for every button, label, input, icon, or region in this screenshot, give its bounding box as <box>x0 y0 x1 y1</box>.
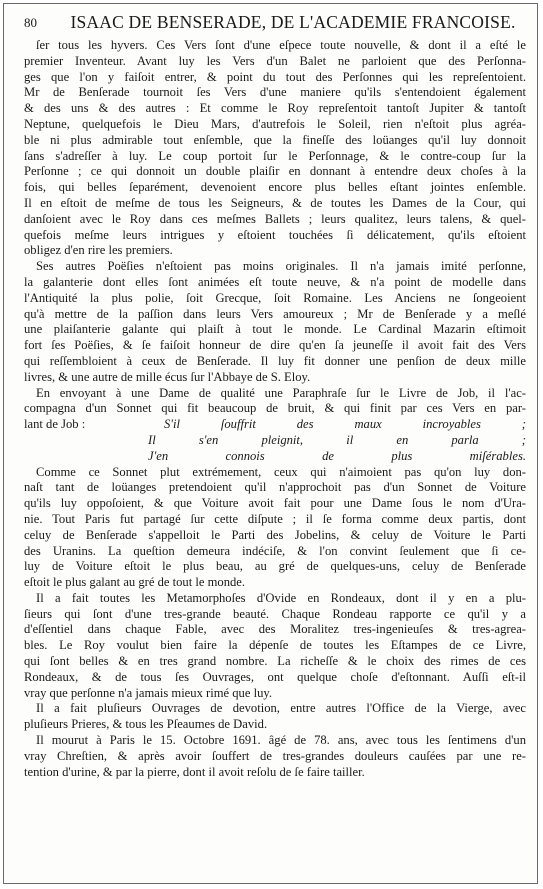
verse-line: S'il ſouffrit des maux incroyables ; <box>164 417 526 432</box>
text-line: Ses autres Poëſies n'eſtoient pas moins originales. Il n'a jamais imité perſonne, <box>36 259 526 274</box>
text-line: compagna d'un Sonnet qui fit beaucoup de bruit, & qui finit par ces Vers en par- <box>24 401 526 416</box>
verse-line: J'en connois de plus miſérables. <box>148 448 526 463</box>
text-line: qu'à mettre de la paſſion dans leurs Vers amoureux ; Mr de Benſerade y a meſlé <box>24 306 526 321</box>
text-line: d'eſſentiel dans chaque Fable, avec des Moralitez tres-ingenieuſes & tres-agrea- <box>24 622 526 637</box>
verse-block <box>24 417 526 464</box>
text-line: quefois meſme leurs intrigues y eſtoient touchées ſi délicatement, qu'ils eſtoient <box>24 227 526 242</box>
text-line: fort ſes Poëſies, & ſe faiſoit honneur de dire qu'en ſa jeuneſſe il avoit fait des Vers <box>24 338 526 353</box>
paragraph <box>24 386 526 465</box>
running-head <box>18 12 530 34</box>
text-line: vray Chreſtien, & après avoir ſouffert de tres-grandes douleurs cauſées par une re- <box>24 748 526 763</box>
text-line: naſt tant de loüanges pretendoient qu'il n'approchoit pas d'un Sonnet de Voiture <box>24 480 526 495</box>
text-line: Il a fait pluſieurs Ouvrages de devotion, entre autres l'Office de la Vierge, avec <box>36 701 526 716</box>
text-line: Neptune, quelquefois le Dieu Mars, d'autrefois le Soleil, rien n'eſtoit plus agréa- <box>24 116 526 131</box>
text-line: une plaiſanterie galante qui plaiſt à tout le monde. Le Cardinal Mazarin eſtimoit <box>24 322 526 337</box>
text-line: bles. Le Roy voulut bien faire la dépenſe de toutes les Eſtampes de ce Livre, <box>24 638 526 653</box>
text-body <box>24 38 526 780</box>
text-line: ſans s'adreſſer à luy. Le coup portoit ſur le Perſonnage, & le contre-coup ſur la <box>24 148 526 163</box>
text-line: pluſieurs Prieres, & tous les Pſeaumes de David. <box>24 717 268 732</box>
paragraph <box>24 259 526 385</box>
paragraph <box>24 38 526 259</box>
text-line: ble ni plus admirable tout enſemble, que la fineſſe des loüanges qu'il luy donnoit <box>24 132 526 147</box>
text-line: eſtoit le plus galant au gré de tout le monde. <box>24 575 246 590</box>
text-line: des Uranins. La queſtion demeura indéciſe, & l'on convint ſeulement que ſi ce- <box>24 543 526 558</box>
text-line: ges que l'on y faiſoit entrer, & point du tout des Perſonnes qui les repreſentoient. <box>24 69 526 84</box>
text-line: livres, & une autre de mille écus ſur l'Abbaye de S. Eloy. <box>24 369 311 384</box>
text-line: obligez d'en rire les premiers. <box>24 243 173 258</box>
text-line: vray que perſonne n'a jamais mieux rimé que luy. <box>24 685 273 700</box>
text-line: Comme ce Sonnet plut extrémement, ceux qui n'aimoient pas qu'on luy don- <box>36 464 526 479</box>
paragraph <box>24 701 526 733</box>
text-line: Il mourut à Paris le 15. Octobre 1691. âgé de 78. ans, avec tous les ſentimens d'un <box>36 733 526 748</box>
text-line: l'Antiquité la plus polie, ſoit Grecque, ſoit Romaine. Les Anciens ne ſongeoient <box>24 290 526 305</box>
text-line: premier Inventeur. Avant luy les Vers d'un Balet ne parloient que des Perſonna- <box>24 53 526 68</box>
text-line: Il a fait toutes les Metamorphoſes d'Ovide en Rondeaux, dont il y en a plu- <box>36 590 526 605</box>
text-line: luy de Voiture eſtoit le plus beau, au gré de quelques-uns, celuy de Benſerade <box>24 559 526 574</box>
paragraph <box>24 733 526 780</box>
verse-line: Il s'en pleignit, il en parla ; <box>148 432 526 447</box>
text-line: En envoyant à une Dame de qualité une Paraphraſe ſur le Livre de Job, il l'ac- <box>36 385 526 400</box>
running-title: ISAAC DE BENSERADE, DE L'ACADEMIE FRANCOISE. <box>70 12 516 32</box>
paragraph <box>24 591 526 702</box>
text-line: la galanterie dont elles ſont animées eſt toute neuve, & n'a point de modelle dans <box>24 274 526 289</box>
text-line: Il en eſtoit de meſme de tous les Seigneurs, & de toutes les Dames de la Cour, qui <box>24 195 526 210</box>
text-line: danſoient avec le Roy dans ces meſmes Ballets ; leurs qualitez, leurs talens, & quel- <box>24 211 526 226</box>
text-line: Perſonne ; ce qui donnoit un double plaiſir en donnant à entendre deux choſes à la <box>24 164 526 179</box>
page-number: 80 <box>24 15 37 30</box>
text-line: qu'ils luy oppoſoient, & que Voiture avoit fait pour une Dame ſous le nom d'Ura- <box>24 496 526 511</box>
text-line: Mr de Benſerade tournoit ſes Vers d'une maniere qu'ils s'entendoient également <box>24 85 526 100</box>
text-line: fois, qui belles ſeparément, devenoient encore plus belles eſtant jointes enſemble. <box>24 180 526 195</box>
text-line: & des uns & des autres : Et comme le Roy repreſentoit tantoſt Jupiter & tantoſt <box>24 101 526 116</box>
text-line: lant de Job : <box>24 417 86 432</box>
text-line: qui ſont belles & en tres grand nombre. La richeſſe & le choix des rimes de ces <box>24 654 526 669</box>
page <box>3 3 538 884</box>
text-line: celuy de Benſerade s'appelloit le Parti des Jobelins, & celuy de Voiture le Parti <box>24 527 526 542</box>
text-line: ſieurs qui ſont d'une tres-grande beauté. Chaque Rondeau rapporte ce qu'il y a <box>24 606 526 621</box>
text-line: Rondeaux, & de tous ſes Ouvrages, ont quelque choſe d'eſtonnant. Auſſi eſt-il <box>24 669 526 684</box>
text-line: nie. Tout Paris fut partagé ſur cette diſpute ; il ſe forma comme deux partis, dont <box>24 511 526 526</box>
paragraph <box>24 465 526 591</box>
text-line: qui reſſembloient à ceux de Benſerade. Il luy fit donner une penſion de deux mille <box>24 353 526 368</box>
text-line: tention d'urine, & par la pierre, dont il avoit reſolu de ſe faire tailler. <box>24 764 365 779</box>
text-line: ſer tous les hyvers. Ces Vers ſont d'une eſpece toute nouvelle, & dont il a eſté le <box>36 38 526 52</box>
